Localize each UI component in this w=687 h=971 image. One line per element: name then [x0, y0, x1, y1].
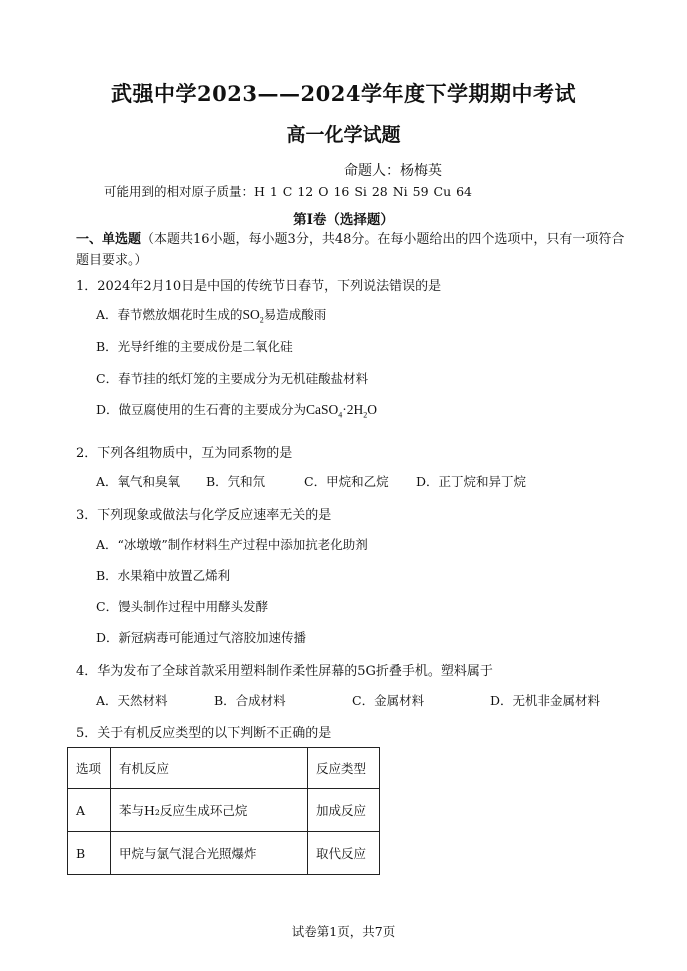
- table-cell: 取代反应: [308, 832, 380, 875]
- table-header-cell: 选项: [68, 748, 111, 789]
- table-cell: 甲烷与氯气混合光照爆炸: [111, 832, 308, 875]
- table-header-cell: 有机反应: [111, 748, 308, 789]
- question-2-option-a: A．氧气和臭氧: [96, 474, 181, 489]
- question-3-stem: 3．下列现象或做法与化学反应速率无关的是: [76, 508, 332, 523]
- question-2-stem: 2．下列各组物质中，互为同系物的是: [76, 446, 293, 461]
- question-2-option-c: C．甲烷和乙烷: [304, 474, 389, 489]
- question-4-stem: 4．华为发布了全球首款采用塑料制作柔性屏幕的5G折叠手机。塑料属于: [76, 664, 493, 679]
- table-cell: 加成反应: [308, 789, 380, 832]
- table-cell: 苯与H₂反应生成环己烷: [111, 789, 308, 832]
- question-3-option-c: C．馒头制作过程中用酵头发酵: [96, 599, 269, 614]
- chem-formula-so2: $SO_2$: [242, 307, 264, 325]
- question-5-stem: 5．关于有机反应类型的以下判断不正确的是: [76, 726, 332, 741]
- author-line: 命题人：杨梅英: [344, 163, 442, 179]
- table-cell: A: [68, 789, 111, 832]
- reaction-table: [67, 747, 380, 875]
- question-1-option-c: C．春节挂的纸灯笼的主要成分为无机硅酸盐材料: [96, 371, 369, 386]
- question-2-options: [96, 472, 526, 490]
- part-instructions-text: （本题共16小题，每小题3分，共48分。在每小题给出的四个选项中，只有一项符合题目要求。）: [76, 232, 625, 268]
- question-4-option-a: A．天然材料: [96, 693, 168, 708]
- question-3-option-b: B．水果箱中放置乙烯利: [96, 568, 231, 583]
- chem-formula-gypsum: $CaSO_4\cdot 2H_2O$: [306, 402, 378, 420]
- section-title: 第Ⅰ卷（选择题）: [293, 212, 394, 228]
- table-header-cell: 反应类型: [308, 748, 380, 789]
- question-4-option-b: B．合成材料: [214, 693, 286, 708]
- question-3-option-d: D．新冠病毒可能通过气溶胶加速传播: [96, 630, 307, 645]
- atomic-masses-line: 可能用到的相对原子质量：H 1 C 12 O 16 Si 28 Ni 59 Cu 64: [104, 184, 473, 199]
- question-1-stem: 1．2024年2月10日是中国的传统节日春节，下列说法错误的是: [76, 279, 442, 294]
- part-instructions: [76, 229, 632, 271]
- question-4-option-d: D．无机非金属材料: [490, 693, 601, 708]
- table-cell: B: [68, 832, 111, 875]
- question-1-option-b: B．光导纤维的主要成份是二氧化硅: [96, 339, 293, 354]
- question-4-option-c: C．金属材料: [352, 693, 425, 708]
- question-2-option-d: D．正丁烷和异丁烷: [416, 474, 527, 489]
- question-2-option-b: B．氕和氘: [206, 474, 266, 489]
- question-3-option-a: A．“冰墩墩”制作材料生产过程中添加抗老化助剂: [96, 537, 368, 552]
- question-4-options: [96, 691, 600, 709]
- exam-title: 武强中学2023——2024学年度下学期期中考试: [111, 81, 576, 106]
- part-label: 一、单选题: [76, 232, 142, 247]
- page-footer: 试卷第1页，共7页: [291, 924, 396, 939]
- exam-subtitle: 高一化学试题: [286, 124, 401, 146]
- question-1-option-a: A．春节燃放烟花时生成的$SO_2$易造成酸雨: [96, 307, 327, 325]
- table-row: [68, 789, 380, 832]
- question-1-option-d: D．做豆腐使用的生石膏的主要成分为$CaSO_4\cdot 2H_2O$: [96, 402, 378, 420]
- table-header-row: [68, 748, 380, 789]
- table-row: [68, 832, 380, 875]
